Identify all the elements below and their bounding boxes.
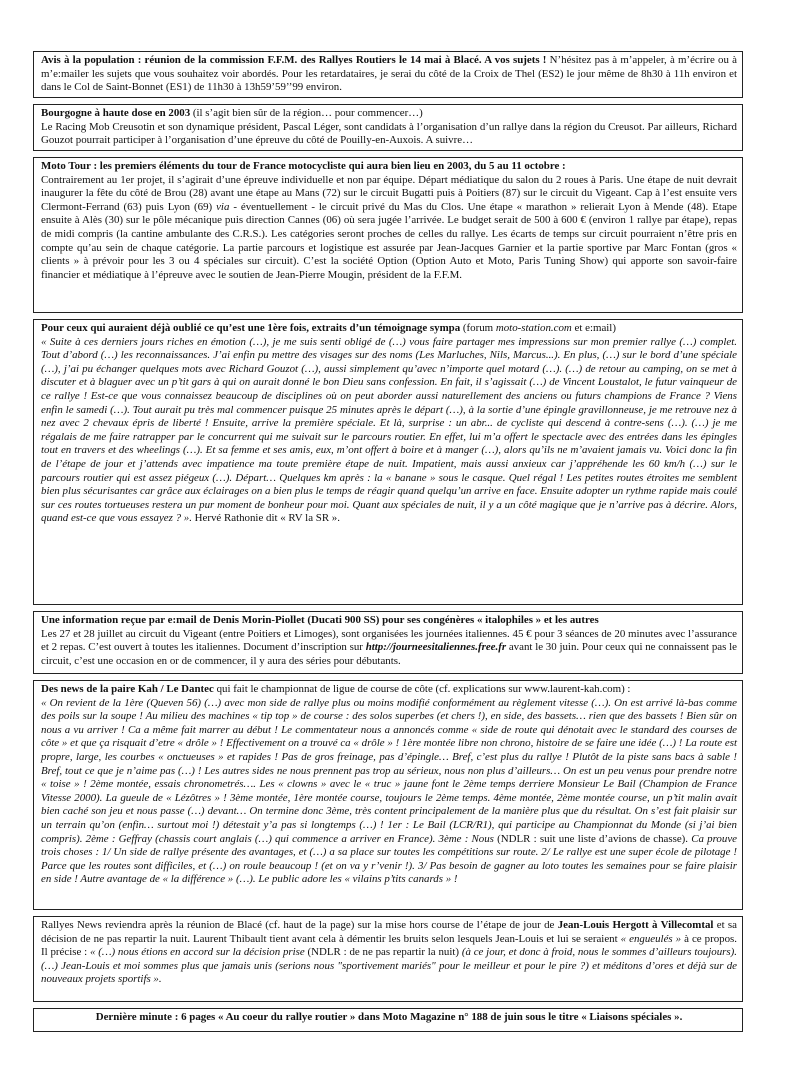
notice-italian-days xyxy=(33,611,743,674)
notice-italian-days-body-1: Les 27 et 28 juillet au circuit du Vigeant (entre Poitiers et Limoges), sont organisées les journées italiennes. 45 € pour 3 séances de 20 minutes avec l’assurance et 2 repas. C’est ouvert à toutes les italiennes. Document d’inscription sur xyxy=(41,627,737,654)
notice-last-minute xyxy=(33,1008,743,1032)
notice-hergott-word: « engueulés » xyxy=(620,932,682,945)
notice-fmf-meeting-title: Avis à la population : réunion de la commission F.F.M. des Rallyes Routiers le 14 mai à Blacé. A vos sujets ! xyxy=(41,54,547,66)
notice-kah-dantec-title: Des news de la paire Kah / Le Dantec xyxy=(41,683,214,695)
notice-hergott-body-2: et sa décision de ne pas repartir la nuit. Laurent Thibault tient avant cela à démentir les bruits selon lesquels Jean-Louis et lui se seraient xyxy=(41,919,737,945)
notice-testimony-signature: Hervé Rathonie dit « RV la SR ». xyxy=(191,512,340,525)
notice-testimony-title: Pour ceux qui auraient déjà oublié ce qu’est une 1ère fois, extraits d’un témoignage sympa xyxy=(41,322,461,334)
notice-testimony xyxy=(33,319,743,605)
notice-kah-dantec-intro: qui fait le championnat de ligue de course de côte (cf. explications sur www.laurent-kah.com) : xyxy=(213,683,631,695)
notice-kah-dantec xyxy=(33,680,743,910)
notice-moto-tour-title: Moto Tour : les premiers éléments du tour de France motocycliste qui aura bien lieu en 2003, du 5 au 11 octobre : xyxy=(41,160,566,172)
notice-testimony-quote: « Suite à ces derniers jours riches en émotion (…), je me suis senti obligé de (…) vous faire partager mes impressions sur mon premier rallye (…) complet. Tout d’abord (…) les reconnaissances. J’ai enfin pu mettre des visages sur des noms (Les Marluches, Nils, Marcus...). En plus, (…) sur le bord d’une spéciale (…), j’ai pu échanger quelques mots avec Richard Gouzot (…), aussi simplement qu’avec n’importe quel motard (…). (…) de retour au camping, on se met à discuter et à blaguer avec un p’tit gars à qui on aurait donné le bon Dieu sans confession. En fait, il s’agissait (…) de Vincent Loustalot, le futur vainqueur de ce rallye ! Est-ce que vous connaissez beaucoup de disciplines où on peut aborder aussi naturellement des anciens ou futurs champions de France ? Viens enfin le samedi (…). Tout aurait pu très mal commencer puisque 25 minutes après le départ (…), à la sortie d’une épingle gravillonneuse, je me retrouve nez à nez avec 2 chevaux épris de liberté ! Ensuite, arrive la première spéciale. Et là, surprise : un abr... de cycliste qui descend à contre-sens (…). (…) je me régalais de me faire ratrapper par le concurrent qui me suivait sur le parcours routier. En effet, lui m’a offert le spectacle avec des entrées dans les épingles tout en travers et des wheelings (…). Et sa femme et ses amis, eux, m’ont offert à boire et à manger (…), alors qu’ils ne m’avaient jamais vu. Voici donc la fin de l’étape de jour et j’attends avec impatience ma toute première étape de nuit. Impatient, mais aussi anxieux car j’appréhende les 60 km/h (…) sur le parcours routier qui est assez piégeux (…). Départ… Quelques km après : la « banane » sous le casque. Quel régal ! Les petites routes étroites me semblent bien plus sécurisantes car grâce aux éclairages on a bien plus le temps de réagir quand quelqu’un arrive en face. Ensuite adopter un rythme rapide mais coulé sur ces routes tortueuses restera un pur moment de bonheur pour moi. Quant aux spéciales de nuit, il y a un côté magique que je n’arrive pas à décrire. Alors, quand est-ce que vous essayez ? ». xyxy=(41,335,737,525)
notice-testimony-source-close: et e:mail) xyxy=(571,322,616,334)
notice-italian-days-title: Une information reçue par e:mail de Denis Morin-Piollet (Ducati 900 SS) pour ses congénères « italophiles » et les autres xyxy=(41,614,599,626)
notice-fmf-meeting-body: N’hésitez pas à m’appeler, à m’écrire ou à m’e:mailer les sujets que vous souhaitez voir abordés. Pour les retardataires, je serai du côté de la Croix de Thel (ES2) le jour même de 8h30 à 11h environ et dans le Col de Saint-Bonnet (ES1) de 11h30 à 13h59’59’’99 environ. xyxy=(41,54,737,94)
notice-moto-tour xyxy=(33,157,743,313)
notice-moto-tour-body-2: - éventuellement - le circuit privé du Mas du Clos. Une étape « marathon » relierait Lyon à Mende (48). Etape ensuite à Alès (30) sur le pôle mécanique puis direction Cannes (06) où sera jugée l’arrivée. Le budget serait de 500 à 600 € (environ 1 rallye par étape), repas de midi compris (la cantine ambulante des C.R.S.). Les catégories seront proches de celles du rallye. Les écarts de temps sur circuit pourraient n’être pris en compte qu’au sein de chaque catégorie. La partie parcours et logistique est assurée par Jean-Jacques Garnier et la partie sportive par Marc Fontan (gros « clients » à prévoir pour les 3 ou 4 spéciales sur circuit). C’est la société Option (Option Auto et Moto, Paris Tuning Show) qui apporte son savoir-faire financier et médiatique à l’épreuve avec le soutien de Jean-Pierre Mougin, président de la F.F.M. xyxy=(41,200,737,281)
notice-bourgogne xyxy=(33,104,743,151)
notice-italian-days-url: http://journeesitaliennes.free.fr xyxy=(365,641,507,654)
notice-testimony-source-site: moto-station.com xyxy=(495,322,572,334)
notice-hergott-ndlr: (NDLR : de ne pas repartir la nuit) xyxy=(304,946,462,959)
notice-hergott xyxy=(33,916,743,1002)
notice-hergott-name: Jean-Louis Hergott à Villecomtal xyxy=(557,919,714,931)
notice-kah-dantec-quote-2: Ca prouve trois choses : 1/ Un side de rallye présente des avantages, et (…) a sa place sur toutes les compétitions sur route. 2/ Le rallye est une super école de pilotage ! Parce que les routes sont difficiles, et (…) on roule beaucoup ! (et on va y r’venir !). 3/ Pas besoin de gagner au loto toutes les semaines pour se faire plaisir en side ! Autre avantage de « la différence » (…). Le public adore les « vilains p’tits canards » ! xyxy=(41,832,737,886)
notice-hergott-quote-1: « (…) nous étions en accord sur la décision prise xyxy=(89,946,305,959)
notice-moto-tour-body-1: Contrairement au 1er projet, il s’agirait d’une épreuve individuelle et non par équipe. Départ médiatique du salon du 2 roues à Paris. Une étape de nuit devrait inaugurer la fête du côté de Brou (28) avant une étape au Mans (72) sur le circuit Bugatti puis à Poitiers (87) sur le circuit du Vigeant. Cap à l’est ensuite vers Clermont-Ferrand (63) puis Lyon (69) xyxy=(41,173,737,213)
notice-hergott-body-3: à ce propos. Il précise : xyxy=(41,932,737,959)
notice-kah-dantec-quote-1: « On revient de la 1ère (Queven 56) (…) avec mon side de rallye plus ou moins modifié conformément au règlement vitesse (…). On est arrivé là-bas comme des poils sur la soupe ! Au milieu des machines « tip top » de course : des solos superbes (et chers !), en side, des bassets… rien que des bassets ! Bien sûr on nous a vu arriver ! Ca a même fait marrer au début ! Le commentateur nous a annoncés comme « side de route qui dénotait avec le standard des courses de côte » et que ça risquait d’etre « drôle » ! Effectivement on a trouvé ca « drôle » ! 1ère montée libre non chrono, histoire de se faire une idée (…) ! La route est propre, large, les courbes « onctueuses » et rapides ! Pas de gros freinage, pas d’épingle… Bref, c’est plus du rallye ! Plutôt de la piste sans bacs à sable ! Bref, tout ce que je n’aime pas (…) ! Les autres sides ne nous prennent pas trop au sérieux, nous non plus d’ailleurs… On est un peu venus pour prendre notre « toise » ! 2ème montée, essais chronometrés…. Les « clowns » avec le « truc » jaune font le 2ème temps derriere Monsieur Le Bail (Champion de France Vitesse 2000). La gueule de « Lézôtres » ! 3ème montée, 1ère montée course, toujours le 2ème temps. 4ème montée, 2ème montée course, un p’tit malin avait bien caché son jeu et nous passe (…) devant… On termine donc 3ème, très content principalement de la manière plus que du résultat. On s’est fait plaisir sur un terrain qu’on (enfin… surtout moi !) détestait y’a pas si longtemps (…) ! 1er : Le Bail (LCR/R1), qui participe au Championnat du Monde (si j’ai bien compris). 2ème : Geffray (chassis court anglais (…) qui commence a arriver en France). 3ème : Nous xyxy=(41,696,737,845)
notice-hergott-body-1: Rallyes News reviendra après la réunion de Blacé (cf. haut de la page) sur la mise hors course de l’étape de jour de xyxy=(41,919,558,931)
notice-bourgogne-title-suffix: (il s’agit bien sûr de la région… pour commencer…) xyxy=(190,107,423,119)
notice-testimony-source-open: (forum xyxy=(460,322,496,334)
notice-kah-dantec-note: (NDLR : suit une liste d’avions de chasse). xyxy=(493,832,692,845)
notice-moto-tour-via: via xyxy=(216,200,230,213)
notice-bourgogne-title: Bourgogne à haute dose en 2003 xyxy=(41,107,191,119)
notice-bourgogne-body: Le Racing Mob Creusotin et son dynamique président, Pascal Léger, sont candidats à l’organisation d’un rallye dans la région du Creusot. Par ailleurs, Richard Gouzot pourrait participer à l’organisation d’une épreuve du côté de Pouilly-en-Auxois. A suivre… xyxy=(41,120,737,147)
notice-fmf-meeting xyxy=(33,51,743,98)
notice-last-minute-text: Dernière minute : 6 pages « Au coeur du rallye routier » dans Moto Magazine n° 188 de juin sous le titre « Liaisons spéciales ». xyxy=(95,1011,683,1023)
notice-italian-days-body-2: avant le 30 juin. Pour ceux qui ne connaissent pas le circuit, c’est une occasion en or de commencer, il y aura des séries pour débutants. xyxy=(41,641,737,667)
notice-hergott-quote-2: (à ce jour, et donc à froid, nous le sommes d’ailleurs toujours). (…) Jean-Louis et moi sommes plus que jamais unis (serions nous "sportivement mariés" pour le meilleur et pour le pire ?) et méditons d’ores et déjà sur de nouveaux projets sportifs ». xyxy=(41,946,737,986)
